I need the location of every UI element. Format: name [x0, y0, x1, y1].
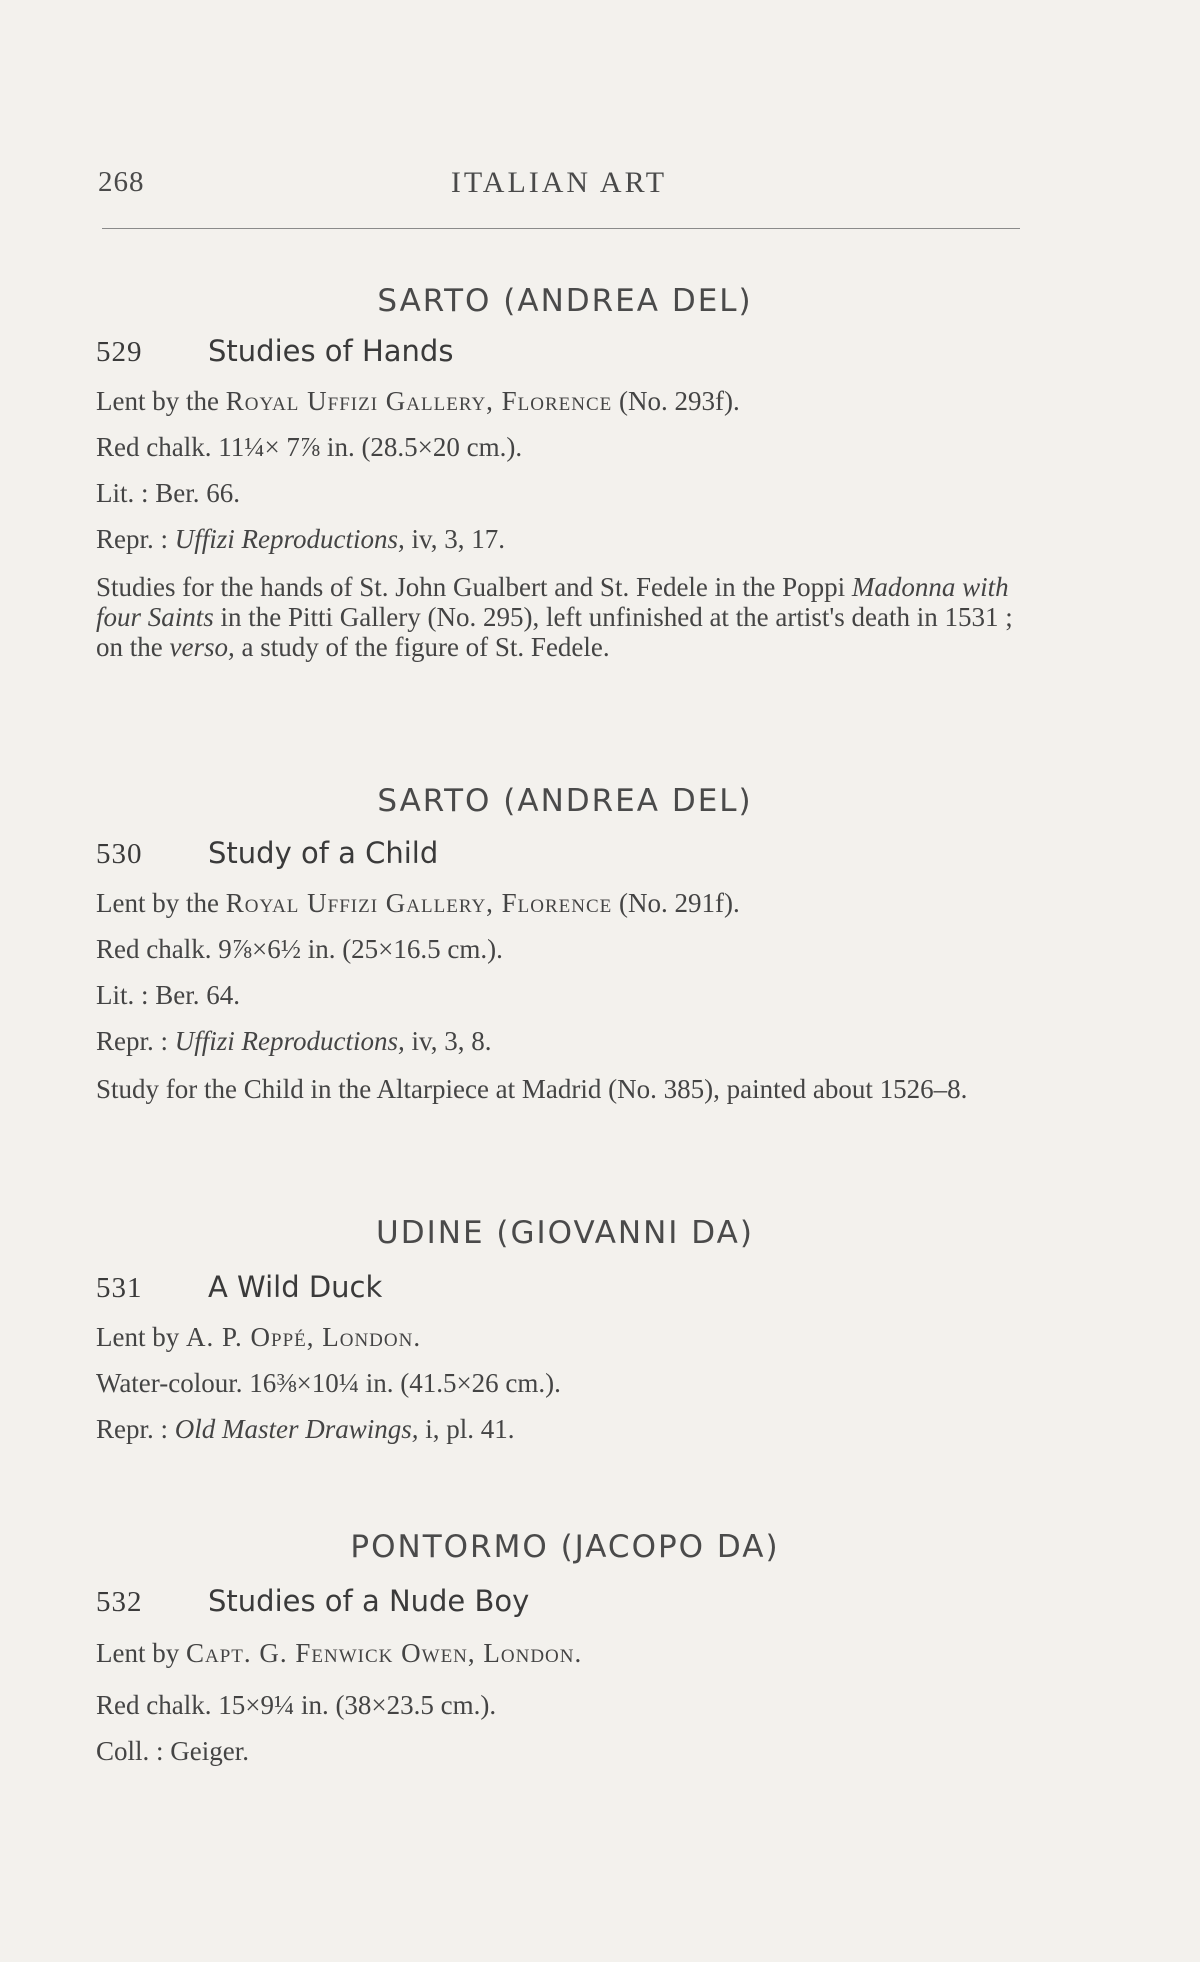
artist-heading: PONTORMO (JACOPO DA)	[350, 1529, 780, 1565]
note-text: Studies for the hands of St. John Gualbert and St. Fedele in the Poppi	[96, 572, 846, 602]
artist-heading: SARTO (ANDREA DEL)	[377, 783, 753, 819]
repr-title: Old Master Drawings,	[174, 1414, 419, 1444]
repr-suffix: i, pl. 41.	[425, 1414, 515, 1444]
entry-title: A Wild Duck	[208, 1270, 383, 1304]
repr-suffix: iv, 3, 8.	[411, 1026, 492, 1056]
entry-number: 532	[96, 1586, 143, 1618]
lender-line	[96, 1318, 1026, 1356]
entry-title: Study of a Child	[208, 836, 439, 870]
entry-title: Studies of a Nude Boy	[208, 1584, 530, 1618]
entry-note	[96, 572, 1026, 662]
header-rule	[102, 228, 1020, 229]
medium-line: Red chalk. 15×9¼ in. (38×23.5 cm.).	[96, 1690, 497, 1720]
repr-prefix: Repr. :	[96, 524, 168, 554]
medium-line: Red chalk. 9⅞×6½ in. (25×16.5 cm.).	[96, 934, 503, 964]
running-head	[98, 166, 1020, 206]
lender-name: Royal Uffizi Gallery, Florence	[225, 888, 613, 918]
lender-name: Royal Uffizi Gallery, Florence	[225, 386, 613, 416]
lender-name: A. P. Oppé, London.	[185, 1322, 422, 1352]
note-text: in the Pitti Gallery (No. 295), left unfinished at the artist's death in 1531 ; on the	[96, 602, 1013, 662]
lender-line	[96, 884, 1026, 922]
lent-suffix: (No. 293f).	[619, 386, 740, 416]
collection-line: Coll. : Geiger.	[96, 1736, 249, 1766]
entry-title-line	[96, 1266, 1026, 1308]
entry-number: 531	[96, 1272, 143, 1304]
catalogue-entry-532	[96, 1526, 1026, 1770]
note-text: a study of the figure of St. Fedele.	[241, 632, 610, 662]
lender-name: Capt. G. Fenwick Owen, London.	[185, 1638, 583, 1668]
repr-title: Uffizi Reproductions,	[174, 524, 405, 554]
lender-line	[96, 382, 1026, 420]
entry-number: 530	[96, 838, 143, 870]
entry-title-line	[96, 330, 1026, 372]
reproduction-line	[96, 1022, 1026, 1060]
lender-line	[96, 1634, 1026, 1672]
catalogue-entry-531	[96, 1212, 1026, 1448]
repr-suffix: iv, 3, 17.	[411, 524, 505, 554]
repr-prefix: Repr. :	[96, 1026, 168, 1056]
note-italic-title: Madonna with four Saints	[96, 572, 1009, 632]
artist-heading: SARTO (ANDREA DEL)	[377, 283, 753, 319]
note-italic-verso: verso,	[169, 632, 235, 662]
page-number: 268	[98, 166, 145, 198]
entry-note: Study for the Child in the Altarpiece at Madrid (No. 385), painted about 1526–8.	[96, 1074, 968, 1104]
entry-title-line	[96, 832, 1026, 874]
lent-prefix: Lent by	[96, 1322, 180, 1352]
entry-number: 529	[96, 336, 143, 368]
medium-line: Water-colour. 16⅜×10¼ in. (41.5×26 cm.).	[96, 1368, 561, 1398]
catalogue-entry-530	[96, 780, 1026, 1104]
catalogue-entry-529	[96, 280, 1026, 662]
repr-prefix: Repr. :	[96, 1414, 168, 1444]
artist-heading: UDINE (GIOVANNI DA)	[376, 1215, 754, 1251]
literature-line: Lit. : Ber. 66.	[96, 478, 240, 508]
reproduction-line	[96, 1410, 1026, 1448]
running-title: ITALIAN ART	[450, 166, 668, 199]
lent-prefix: Lent by the	[96, 888, 219, 918]
repr-title: Uffizi Reproductions,	[174, 1026, 405, 1056]
entry-title-line	[96, 1580, 1026, 1622]
entry-title: Studies of Hands	[208, 334, 454, 368]
lent-prefix: Lent by the	[96, 386, 219, 416]
reproduction-line	[96, 520, 1026, 558]
literature-line: Lit. : Ber. 64.	[96, 980, 240, 1010]
lent-prefix: Lent by	[96, 1638, 180, 1668]
lent-suffix: (No. 291f).	[619, 888, 740, 918]
medium-line: Red chalk. 11¼× 7⅞ in. (28.5×20 cm.).	[96, 432, 523, 462]
